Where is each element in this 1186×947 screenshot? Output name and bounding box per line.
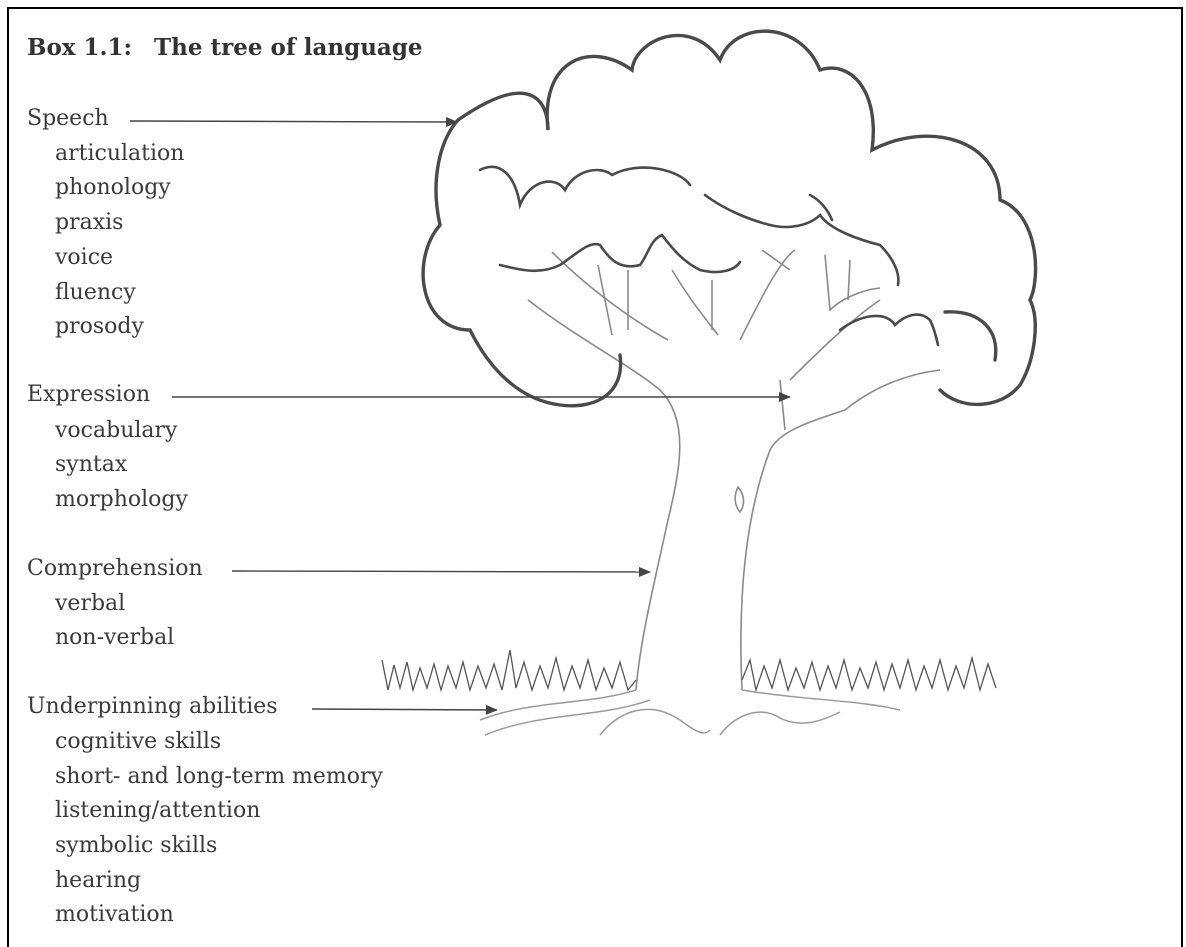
underpinning-item-hearing: hearing bbox=[55, 868, 142, 893]
underpinning-arrow bbox=[312, 709, 497, 710]
speech-item-fluency: fluency bbox=[55, 280, 136, 305]
tree-roots bbox=[480, 690, 900, 735]
canopy-inner-lines bbox=[480, 167, 938, 345]
pointer-arrows bbox=[130, 121, 790, 710]
box-title-text: The tree of language bbox=[154, 34, 423, 61]
speech-arrow bbox=[130, 121, 457, 122]
box-label: Box 1.1: bbox=[27, 34, 133, 61]
expression-item-vocabulary: vocabulary bbox=[55, 418, 178, 443]
comprehension-item-non-verbal: non-verbal bbox=[55, 625, 175, 650]
comprehension-arrow bbox=[232, 571, 650, 572]
underpinning-item-listening-attention: listening/attention bbox=[55, 798, 261, 823]
knot-hole bbox=[735, 487, 743, 512]
underpinning-item-symbolic-skills: symbolic skills bbox=[55, 833, 218, 858]
underpinning-item-memory: short- and long-term memory bbox=[55, 764, 383, 789]
heading-speech: Speech bbox=[27, 106, 109, 131]
speech-item-voice: voice bbox=[55, 245, 114, 270]
heading-comprehension: Comprehension bbox=[27, 556, 203, 581]
grass-left bbox=[382, 650, 636, 690]
expression-item-morphology: morphology bbox=[55, 487, 188, 512]
heading-expression: Expression bbox=[27, 382, 151, 407]
underpinning-item-motivation: motivation bbox=[55, 902, 174, 927]
grass-right bbox=[742, 658, 996, 690]
speech-item-phonology: phonology bbox=[55, 175, 171, 200]
tree-canopy bbox=[423, 31, 1035, 406]
speech-item-articulation: articulation bbox=[55, 141, 185, 166]
expression-item-syntax: syntax bbox=[55, 452, 128, 477]
comprehension-item-verbal: verbal bbox=[55, 591, 126, 616]
speech-item-praxis: praxis bbox=[55, 210, 124, 235]
speech-item-prosody: prosody bbox=[55, 314, 144, 339]
underpinning-item-cognitive-skills: cognitive skills bbox=[55, 729, 222, 754]
heading-underpinning-abilities: Underpinning abilities bbox=[27, 694, 278, 719]
